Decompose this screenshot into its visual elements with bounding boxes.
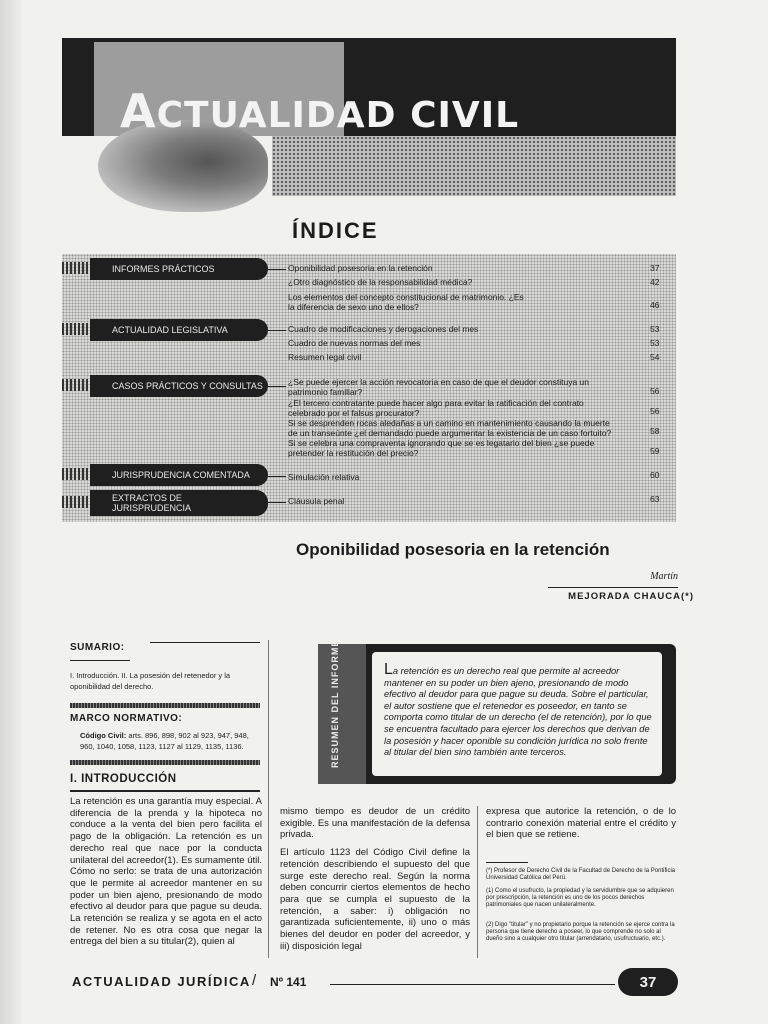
index-section-extractos-label: EXTRACTOS DE JURISPRUDENCIA xyxy=(112,493,192,513)
index-section-informes[interactable]: INFORMES PRÁCTICOS xyxy=(90,258,268,280)
body-column-2 xyxy=(280,806,470,952)
footer-slash: / xyxy=(252,972,257,989)
sumario-rule xyxy=(70,660,130,661)
section-title xyxy=(120,84,519,138)
banner-dot-band xyxy=(272,136,676,196)
section-title-rest: CTUALIDAD CIVIL xyxy=(156,95,520,136)
index-entry[interactable]: Simulación relativa xyxy=(288,472,360,482)
footnote xyxy=(486,888,676,910)
section-heading: I. INTRODUCCIÓN xyxy=(70,773,177,785)
column-divider xyxy=(268,640,269,958)
index-page: 53 xyxy=(650,324,660,334)
divider xyxy=(70,703,260,708)
index-page: 54 xyxy=(650,352,660,362)
footnote-rule xyxy=(486,862,528,863)
footnote-mark: (2) xyxy=(486,922,494,928)
connector-line xyxy=(268,386,286,387)
summary-tab-label: RESUMEN DEL INFORME xyxy=(330,639,340,768)
footnote xyxy=(486,868,676,882)
index-entry[interactable]: ¿Se puede ejercer la acción revocatoria en caso de que el deudor constituya un patrimonio familiar? xyxy=(288,377,589,397)
footnote-text: Profesor de Derecho Civil de la Facultad de Derecho de la Pontificia Universidad Católica del Perú. xyxy=(486,868,676,882)
pill-stub xyxy=(62,496,90,508)
pill-stub xyxy=(62,262,90,274)
issue-number: Nº 141 xyxy=(270,975,307,989)
summary-body: a retención es un derecho real que permite al acreedor mantener en su poder un bien ajeno, presionando de modo efectivo al deudor para que pague su deuda. Sobre el particular, el autor sostiene que el retenedor es poseedor, en tanto se comporta como titular de un derecho (el de retención), por lo que se encuentra facultado para ejercer los derechos que derivan de la posesión y hacer oponible su condición jurídica no solo frente al titular del bien sino también ante terceros. xyxy=(384,666,652,758)
connector-line xyxy=(268,269,286,270)
page-edge xyxy=(0,0,22,1024)
footnote xyxy=(486,922,676,944)
index-page: 53 xyxy=(650,338,660,348)
footnote-text: Como el usufructo, la propiedad y la servidumbre que se adquieren por prescripción, la retención es uno de los pocos derechos patrimoniales que nacen unilateralmente. xyxy=(486,888,674,909)
footer-brand: ACTUALIDAD JURÍDICA xyxy=(72,974,251,989)
sumario-heading: SUMARIO: xyxy=(70,642,125,653)
footer-rule xyxy=(330,984,615,985)
index-entry[interactable]: Cláusula penal xyxy=(288,496,345,506)
connector-line xyxy=(268,330,286,331)
pill-stub xyxy=(62,468,90,480)
connector-line xyxy=(268,502,286,503)
marco-label: Código Civil: xyxy=(80,731,127,740)
author-last-name: MEJORADA CHAUCA(*) xyxy=(568,591,694,602)
index-page: 56 xyxy=(650,406,660,416)
section-rule xyxy=(70,790,260,792)
summary-text xyxy=(384,661,656,759)
index-entry[interactable]: Si se desprenden rocas aledañas a un camino en mantenimiento causando la muerte de un transeúnte ¿el demandado puede argumentar la existencia de un caso fortuito? xyxy=(288,418,612,438)
section-title-initial: A xyxy=(120,84,157,138)
index-entry[interactable]: Si se celebra una compraventa ignorando que se es legatario del bien ¿se puede pretender la restitución del precio? xyxy=(288,438,595,458)
author-first-name: Martín xyxy=(650,571,678,582)
index-entry[interactable]: Cuadro de nuevas normas del mes xyxy=(288,338,421,348)
article-title: Oponibilidad posesoria en la retención xyxy=(296,540,610,559)
index-page: 37 xyxy=(650,263,660,273)
body-column-3: expresa que autorice la retención, o de lo contrario conexión material entre el crédito y el bien que se retiene. xyxy=(486,806,676,841)
footnote-mark: (*) xyxy=(486,868,493,874)
marco-articles: arts. 896, 898, 902 al 923, 947, 948, 960, 1040, 1058, 1123, 1127 al 1129, 1135, 1136. xyxy=(80,731,249,751)
index-page: 42 xyxy=(650,277,660,287)
index-section-jurisprudencia[interactable]: JURISPRUDENCIA COMENTADA xyxy=(90,464,268,486)
summary-drop-cap: L xyxy=(384,661,393,678)
marco-heading: MARCO NORMATIVO: xyxy=(70,713,183,724)
sumario-text: I. Introducción. II. La posesión del retenedor y la oponibilidad del derecho. xyxy=(70,671,231,691)
sumario-rule xyxy=(150,642,260,643)
index-entry[interactable]: ¿Otro diagnóstico de la responsabilidad médica? xyxy=(288,277,473,287)
pill-stub xyxy=(62,323,90,335)
body-paragraph: El artículo 1123 del Código Civil define la retención describiendo el supuesto del que surge este derecho real. Según la norma deben concurrir ciertos elementos de hecho para que se cumpla el supuesto de la retención, a saber: i) obligación no garantizada suficientemente, ii) uno o más bienes del deudor en poder del acreedor, y iii) disposición legal xyxy=(280,847,470,952)
index-entry[interactable]: Los elementos del concepto constitucional de matrimonio. ¿Es la diferencia de sexo uno de ellos? xyxy=(288,292,524,312)
index-page: 56 xyxy=(650,386,660,396)
body-column-1: La retención es una garantía muy especial. A diferencia de la prenda y la hipoteca no conduce a la venta del bien pero facilita el pago de la obligación. La retención es un derecho real que nace por la conducta unilateral del acreedor(1). Es sumamente útil. Cómo no serlo: se trata de una autorización que le permite al acreedor mantener en su poder un bien ajeno, presionando de modo efectivo al deudor para que pague su deuda. La retención se realiza y se agota en el acto de retener. No es otra cosa que negar la entrega del bien a su titular(2), quien al xyxy=(70,796,262,948)
index-section-legislativa[interactable]: ACTUALIDAD LEGISLATIVA xyxy=(90,319,268,341)
index-title: ÍNDICE xyxy=(292,218,379,243)
connector-line xyxy=(268,476,286,477)
index-section-casos[interactable]: CASOS PRÁCTICOS Y CONSULTAS xyxy=(90,375,268,397)
divider xyxy=(70,760,260,765)
index-section-extractos[interactable] xyxy=(90,490,268,516)
footnote-mark: (1) xyxy=(486,888,494,894)
body-paragraph: mismo tiempo es deudor de un crédito exigible. Es una manifestación de la defensa privada. xyxy=(280,806,470,841)
index-entry[interactable]: ¿El tercero contratante puede hacer algo para evitar la ratificación del contrato celebrado por el falsus procurator? xyxy=(288,398,584,418)
index-page: 58 xyxy=(650,426,660,436)
index-page: 59 xyxy=(650,446,660,456)
footnote-text: Digo "titular" y no propietario porque la retención se ejerce contra la persona que tiene derecho a poseer, lo que comprende no solo al dueño sino a cualquier otro titular (arrendatario, usufructuario, etc.). xyxy=(486,922,675,943)
index-entry[interactable]: Resumen legal civil xyxy=(288,352,362,362)
summary-tab xyxy=(318,644,366,784)
marco-text xyxy=(70,730,262,752)
index-entry[interactable]: Oponibilidad posesoria en la retención xyxy=(288,263,433,273)
pill-stub xyxy=(62,379,90,391)
index-page: 60 xyxy=(650,470,660,480)
author-rule xyxy=(548,587,678,588)
index-entry[interactable]: Cuadro de modificaciones y derogaciones del mes xyxy=(288,324,479,334)
index-page: 46 xyxy=(650,300,660,310)
index-page: 63 xyxy=(650,494,660,504)
column-divider xyxy=(477,806,478,958)
page-number: 37 xyxy=(618,968,678,996)
